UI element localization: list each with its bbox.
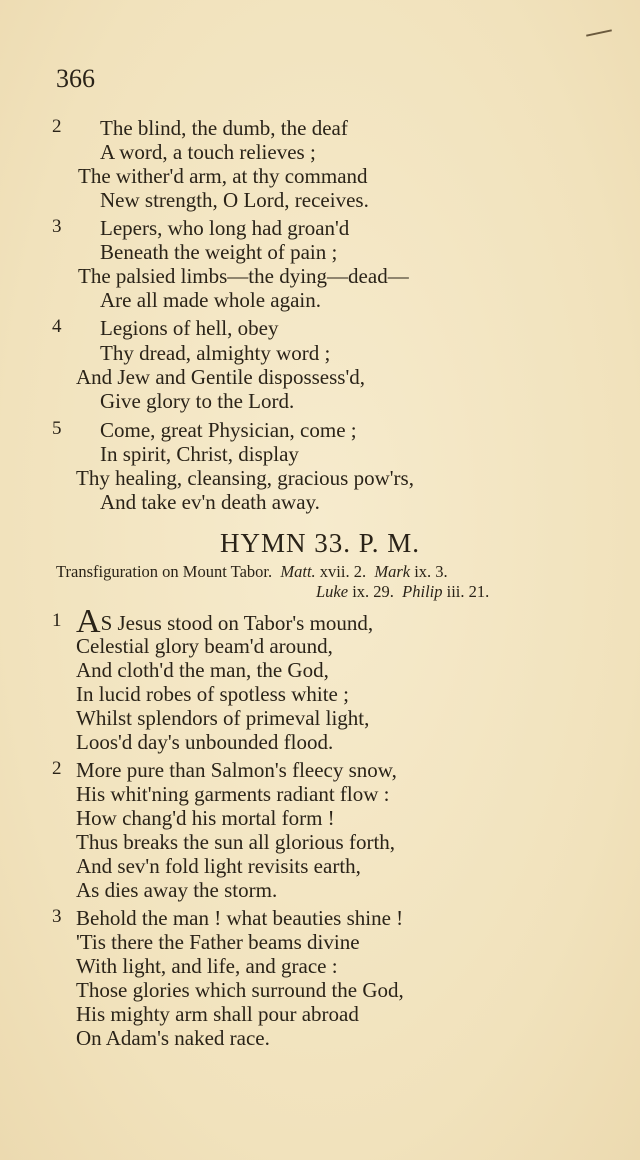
scripture-ref-book: Matt. bbox=[280, 562, 316, 581]
stanza-number: 5 bbox=[52, 418, 62, 439]
verse-line-first: AS Jesus stood on Tabor's mound, bbox=[76, 603, 374, 640]
scripture-ref-verse: ix. 3. bbox=[414, 562, 448, 581]
verse-line: Those glories which surround the God, bbox=[76, 978, 404, 1002]
verse-line: Behold the man ! what beauties shine ! bbox=[76, 906, 404, 930]
stanza-number: 2 bbox=[52, 758, 62, 779]
verse-line: And Jew and Gentile dispossess'd, bbox=[76, 365, 366, 389]
verse-line: His whit'ning garments radiant flow : bbox=[76, 782, 390, 806]
verse-line: Legions of hell, obey bbox=[100, 316, 279, 340]
scripture-ref-verse: xvii. 2. bbox=[319, 562, 367, 581]
verse-line: More pure than Salmon's fleecy snow, bbox=[76, 758, 397, 782]
scripture-ref-book: Mark bbox=[374, 562, 411, 581]
verse-line: Are all made whole again. bbox=[100, 288, 321, 312]
verse-line: And sev'n fold light revisits earth, bbox=[76, 854, 361, 878]
page-number: 366 bbox=[56, 64, 95, 93]
verse-line: And cloth'd the man, the God, bbox=[76, 658, 329, 682]
verse-line: New strength, O Lord, receives. bbox=[100, 188, 369, 212]
verse-line: A word, a touch relieves ; bbox=[100, 140, 316, 164]
stanza-number: 3 bbox=[52, 216, 62, 237]
verse-line: With light, and life, and grace : bbox=[76, 954, 338, 978]
stanza-number: 1 bbox=[52, 610, 62, 631]
verse-line: The blind, the dumb, the deaf bbox=[100, 116, 348, 140]
verse-line: The palsied limbs—the dying—dead— bbox=[78, 264, 409, 288]
stanza-number: 4 bbox=[52, 316, 62, 337]
hymn-title: HYMN 33. P. M. bbox=[219, 528, 421, 558]
verse-line: Give glory to the Lord. bbox=[100, 389, 295, 413]
verse-line: How chang'd his mortal form ! bbox=[76, 806, 335, 830]
verse-line: As dies away the storm. bbox=[76, 878, 278, 902]
verse-line: In spirit, Christ, display bbox=[100, 442, 299, 466]
verse-line: 'Tis there the Father beams divine bbox=[76, 930, 360, 954]
hymn-occasion bbox=[56, 562, 448, 582]
verse-line: His mighty arm shall pour abroad bbox=[76, 1002, 359, 1026]
scripture-ref-book: Luke bbox=[316, 582, 349, 601]
scripture-ref-verse: iii. 21. bbox=[446, 582, 490, 601]
verse-line: Loos'd day's unbounded flood. bbox=[76, 730, 334, 754]
verse-line: Come, great Physician, come ; bbox=[100, 418, 357, 442]
verse-line: The wither'd arm, at thy command bbox=[78, 164, 368, 188]
verse-line: Celestial glory beam'd around, bbox=[76, 634, 333, 658]
scripture-ref-verse: ix. 29. bbox=[352, 582, 394, 601]
verse-line: Whilst splendors of primeval light, bbox=[76, 706, 370, 730]
verse-line: Lepers, who long had groan'd bbox=[100, 216, 350, 240]
verse-line: And take ev'n death away. bbox=[100, 490, 320, 514]
verse-line: Thus breaks the sun all glorious forth, bbox=[76, 830, 396, 854]
stanza-number: 3 bbox=[52, 906, 62, 927]
stanza-number: 2 bbox=[52, 116, 62, 137]
verse-line: Beneath the weight of pain ; bbox=[100, 240, 338, 264]
hymn-occasion-continued bbox=[316, 582, 489, 602]
verse-line: On Adam's naked race. bbox=[76, 1026, 270, 1050]
margin-ink-mark bbox=[586, 29, 612, 36]
verse-line: In lucid robes of spotless white ; bbox=[76, 682, 349, 706]
occasion-text: Transfiguration on Mount Tabor. bbox=[56, 562, 273, 581]
verse-line: Thy healing, cleansing, gracious pow'rs, bbox=[76, 466, 414, 490]
drop-cap: A bbox=[76, 603, 101, 640]
scripture-ref-book: Philip bbox=[402, 582, 443, 601]
verse-line: Thy dread, almighty word ; bbox=[100, 341, 331, 365]
